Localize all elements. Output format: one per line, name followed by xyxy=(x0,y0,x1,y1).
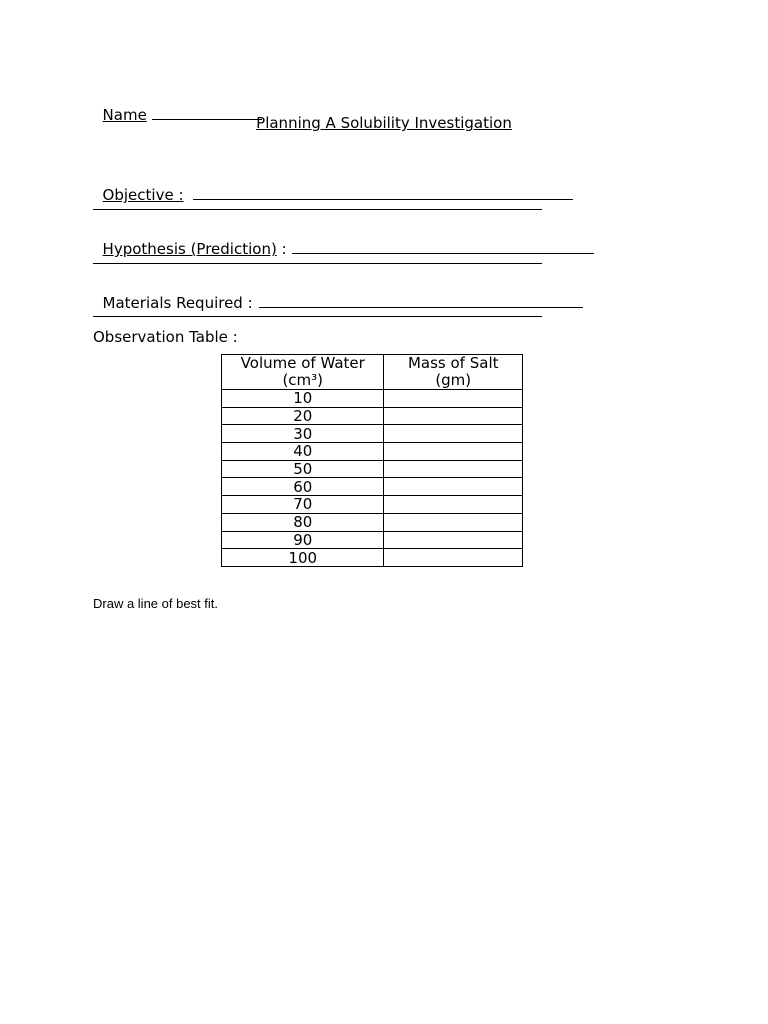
table-header-volume xyxy=(222,355,384,390)
mass-cell[interactable] xyxy=(384,478,523,496)
page-title: Planning A Solubility Investigation xyxy=(256,114,512,132)
hypothesis-blank[interactable] xyxy=(292,239,594,254)
objective-continuation-line[interactable] xyxy=(93,209,542,210)
header-volume-line2: (cm³) xyxy=(282,371,324,389)
volume-cell: 30 xyxy=(222,425,384,443)
objective-label: Objective : xyxy=(102,186,184,204)
hypothesis-continuation-line[interactable] xyxy=(93,263,542,264)
objective-field xyxy=(93,167,573,204)
table-row xyxy=(222,443,523,461)
hypothesis-colon: : xyxy=(281,240,287,258)
mass-cell[interactable] xyxy=(384,531,523,549)
mass-cell[interactable] xyxy=(384,425,523,443)
table-row xyxy=(222,407,523,425)
volume-cell: 100 xyxy=(222,549,384,567)
volume-cell: 60 xyxy=(222,478,384,496)
header-volume-line1: Volume of Water xyxy=(240,354,365,372)
materials-continuation-line[interactable] xyxy=(93,316,542,317)
table-row xyxy=(222,513,523,531)
mass-cell[interactable] xyxy=(384,513,523,531)
mass-cell[interactable] xyxy=(384,549,523,567)
table-row xyxy=(222,478,523,496)
footnote-instruction: Draw a line of best fit. xyxy=(93,596,218,611)
materials-field xyxy=(93,275,583,312)
observation-label: Observation Table : xyxy=(93,328,238,346)
table-row xyxy=(222,460,523,478)
volume-cell: 10 xyxy=(222,390,384,408)
mass-cell[interactable] xyxy=(384,496,523,514)
table-header-mass xyxy=(384,355,523,390)
objective-blank[interactable] xyxy=(193,185,573,200)
table-row xyxy=(222,496,523,514)
table-row xyxy=(222,531,523,549)
mass-cell[interactable] xyxy=(384,407,523,425)
table-row xyxy=(222,390,523,408)
materials-label: Materials Required : xyxy=(102,294,253,312)
observation-table xyxy=(221,354,523,567)
hypothesis-label: Hypothesis (Prediction) xyxy=(102,240,277,258)
mass-cell[interactable] xyxy=(384,390,523,408)
volume-cell: 20 xyxy=(222,407,384,425)
materials-blank[interactable] xyxy=(259,293,583,308)
header-mass-line2: (gm) xyxy=(435,371,472,389)
volume-cell: 50 xyxy=(222,460,384,478)
volume-cell: 80 xyxy=(222,513,384,531)
volume-cell: 40 xyxy=(222,443,384,461)
mass-cell[interactable] xyxy=(384,460,523,478)
table-header-row xyxy=(222,355,523,390)
name-label: Name xyxy=(102,106,147,124)
mass-cell[interactable] xyxy=(384,443,523,461)
header-mass-line1: Mass of Salt xyxy=(407,354,499,372)
volume-cell: 70 xyxy=(222,496,384,514)
table-row xyxy=(222,425,523,443)
table-row xyxy=(222,549,523,567)
hypothesis-field xyxy=(93,221,594,258)
volume-cell: 90 xyxy=(222,531,384,549)
